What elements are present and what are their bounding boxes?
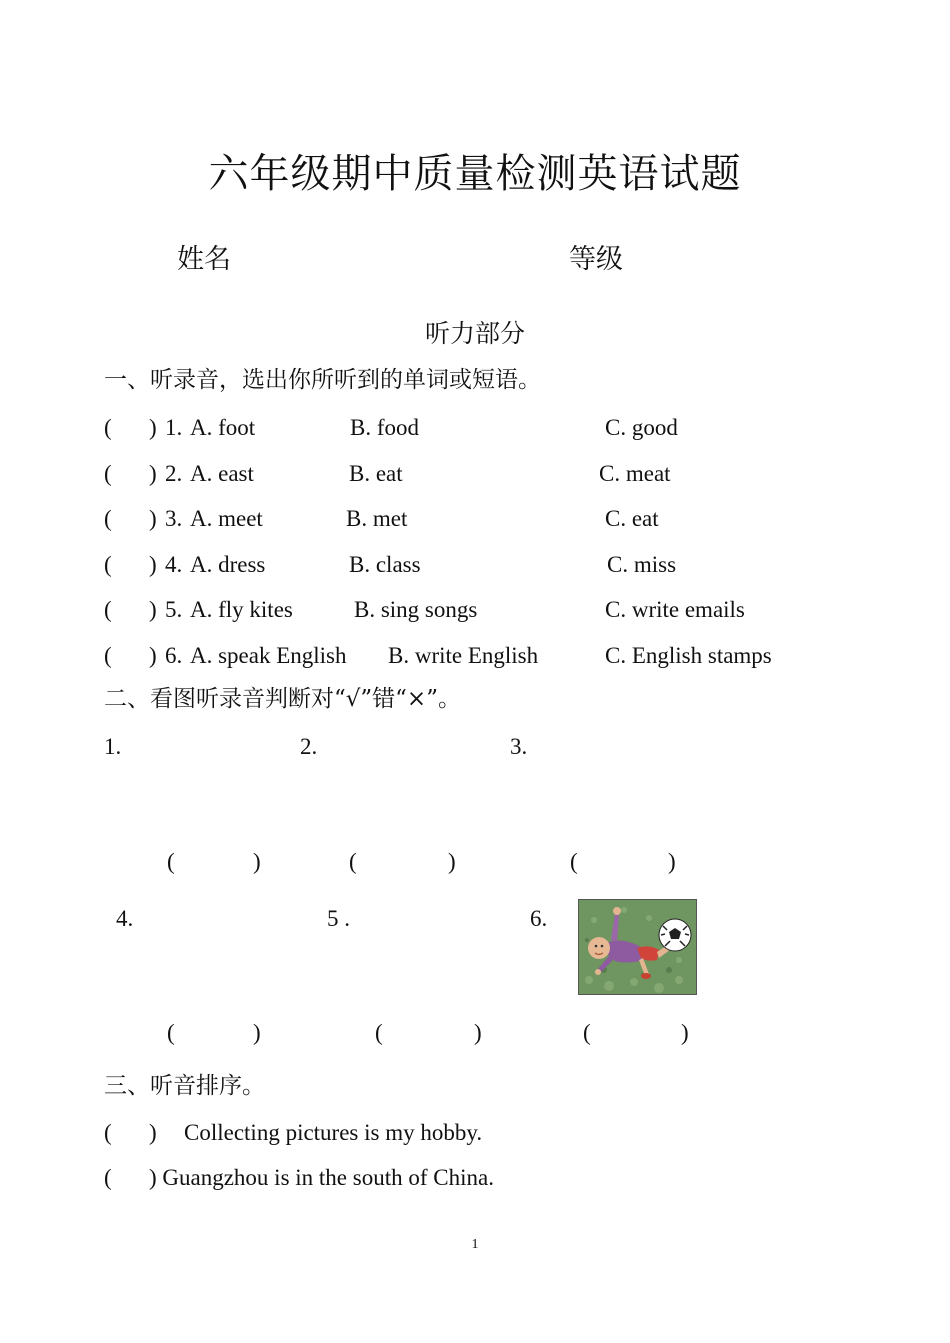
answer-paren-open: ( (104, 1165, 112, 1190)
section3-heading: 三、听音排序。 (104, 1073, 265, 1099)
answer-paren-close: ) (681, 1020, 689, 1045)
option-c: C. good (605, 415, 678, 440)
option-c: C. write emails (605, 597, 745, 622)
part-title: 听力部分 (424, 319, 525, 348)
name-label: 姓名 (177, 244, 231, 275)
answer-paren-open: ( (104, 597, 112, 622)
question-number: 4. (165, 552, 183, 577)
option-b: B. write English (388, 643, 539, 668)
answer-paren-close: ) (253, 849, 261, 874)
answer-paren-open: ( (104, 643, 112, 668)
answer-paren-close: ) (448, 849, 456, 874)
answer-paren-open: ( (104, 506, 112, 531)
answer-paren-close: ) (149, 552, 157, 577)
section2-heading: 二、看图听录音判断对“√”错“×”。 (104, 686, 461, 712)
answer-paren-close: ) (149, 461, 157, 486)
option-c: C. English stamps (605, 643, 772, 668)
answer-paren-open: ( (570, 849, 578, 874)
answer-paren-close: ) (149, 597, 157, 622)
answer-paren-open: ( (167, 849, 175, 874)
picture-number: 6. (530, 906, 548, 931)
answer-paren-close: ) (149, 506, 157, 531)
option-b: B. met (346, 506, 408, 531)
answer-paren-close: ) (474, 1020, 482, 1045)
option-a: A. foot (190, 415, 256, 440)
option-c: C. meat (599, 461, 671, 486)
option-a: A. speak English (190, 643, 347, 668)
option-a: A. dress (190, 552, 266, 577)
question-number: 6. (165, 643, 183, 668)
option-a: A. fly kites (190, 597, 293, 622)
picture-number: 3. (510, 734, 528, 759)
picture-number: 5 . (327, 906, 350, 931)
question-number: 1. (165, 415, 183, 440)
answer-paren-open: ( (104, 552, 112, 577)
answer-paren-open: ( (104, 461, 112, 486)
option-a: A. meet (190, 506, 263, 531)
picture-number: 4. (116, 906, 134, 931)
page-title: 六年级期中质量检测英语试题 (208, 151, 742, 197)
answer-paren-close: ) (253, 1020, 261, 1045)
answer-paren-open: ( (375, 1020, 383, 1045)
option-b: B. sing songs (354, 597, 478, 622)
option-c: C. miss (607, 552, 677, 577)
answer-paren-close: ) (149, 415, 157, 440)
answer-paren-open: ( (104, 1120, 112, 1145)
answer-paren-open: ( (167, 1020, 175, 1045)
answer-paren-open: ( (583, 1020, 591, 1045)
answer-paren-close: ) (149, 643, 157, 668)
answer-paren-close: ) (149, 1120, 157, 1145)
picture-number: 1. (104, 734, 122, 759)
ordering-sentence: ) Guangzhou is in the south of China. (149, 1165, 494, 1190)
answer-paren-open: ( (349, 849, 357, 874)
answer-paren-close: ) (668, 849, 676, 874)
answer-paren-open: ( (104, 415, 112, 440)
option-b: B. class (349, 552, 421, 577)
question-number: 3. (165, 506, 183, 531)
grade-label: 等级 (569, 244, 623, 275)
question-number: 5. (165, 597, 183, 622)
boy-playing-football-image (578, 899, 697, 995)
option-b: B. food (350, 415, 419, 440)
section1-heading: 一、听录音，选出你所听到的单词或短语。 (104, 367, 541, 393)
page-number: 1 (471, 1237, 479, 1252)
question-number: 2. (165, 461, 183, 486)
option-b: B. eat (349, 461, 403, 486)
picture-number: 2. (300, 734, 318, 759)
option-c: C. eat (605, 506, 659, 531)
option-a: A. east (190, 461, 254, 486)
ordering-sentence: Collecting pictures is my hobby. (184, 1120, 483, 1145)
